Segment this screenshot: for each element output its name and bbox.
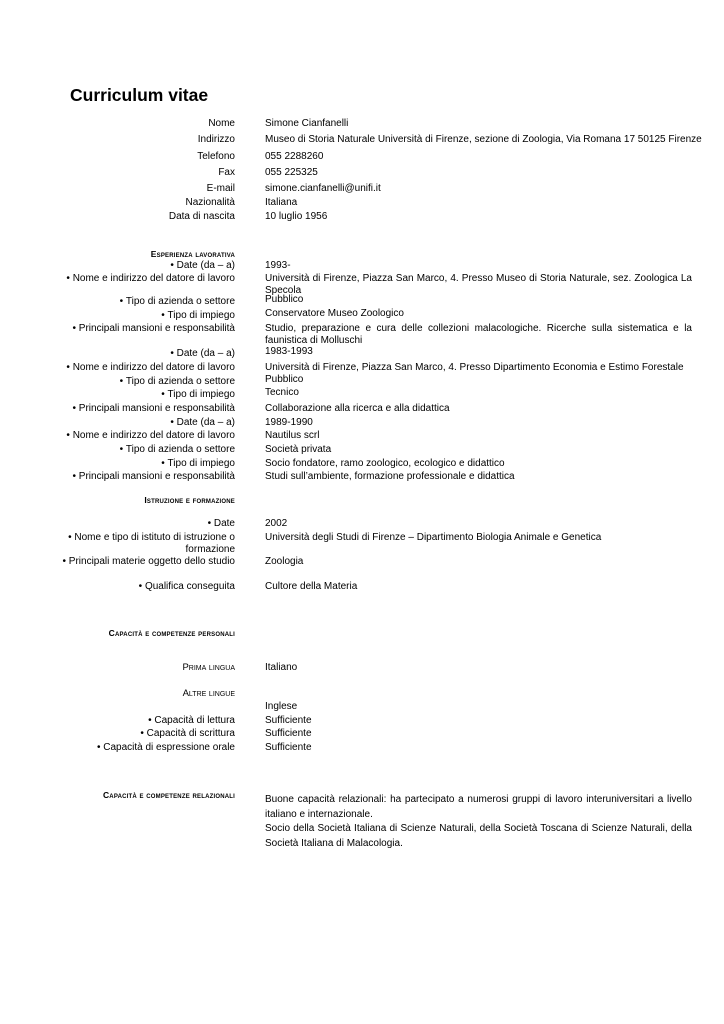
field-label: • Capacità di espressione orale [60, 742, 235, 754]
field-value: Conservatore Museo Zoologico [265, 308, 404, 319]
paragraph-text: Socio della Società Italiana di Scienze Naturali, della Società Toscana di Scienze Naturali, della Società Italiana di Malacologia. [265, 823, 692, 849]
field-label: • Tipo di azienda o settore [60, 444, 235, 456]
field-value: Simone Cianfanelli [265, 118, 349, 129]
section-heading-relational: Capacità e competenze relazionali [102, 790, 235, 800]
field-value: Italiano [265, 662, 298, 673]
field-label: • Date (da – a) [60, 348, 235, 360]
field-label: • Nome e indirizzo del datore di lavoro [35, 362, 235, 374]
field-label: E-mail [206, 183, 235, 194]
field-label: • Tipo di azienda o settore [60, 296, 235, 308]
field-value: Socio fondatore, ramo zoologico, ecologico e didattico [265, 458, 505, 469]
field-label: • Date (da – a) [60, 260, 235, 272]
section-heading-experience: Esperienza lavorativa [150, 249, 235, 259]
field-value: 1993- [265, 260, 291, 271]
field-label: • Capacità di lettura [60, 715, 235, 727]
field-label: • Tipo di azienda o settore [60, 376, 235, 388]
field-value: 2002 [265, 518, 288, 529]
email-link[interactable]: simone.cianfanelli@unifi.it [265, 183, 381, 194]
paragraph-text: Buone capacità relazionali: ha partecipato a numerosi gruppi di lavoro interuniversitari a livello italiano e internazionale. [265, 794, 692, 820]
field-value: Collaborazione alla ricerca e alla didattica [265, 403, 450, 414]
section-heading-skills: Capacità e competenze personali [108, 628, 235, 638]
field-value: Nautilus scrl [265, 430, 320, 441]
field-value: 1989-1990 [265, 417, 313, 428]
field-label: Altre lingue [182, 688, 235, 699]
field-label: • Date (da – a) [60, 417, 235, 429]
field-label: • Nome e tipo di istituto di istruzione o formazione [60, 532, 235, 555]
field-label: Telefono [197, 151, 235, 162]
field-label: Data di nascita [168, 211, 235, 222]
field-value: 1983-1993 [265, 346, 313, 357]
field-label: • Tipo di impiego [60, 310, 235, 322]
field-value: Pubblico [265, 294, 304, 305]
field-value: 10 luglio 1956 [265, 211, 328, 222]
field-value: Tecnico [265, 387, 299, 398]
section-heading-education: Istruzione e formazione [144, 495, 235, 505]
field-value: Università di Firenze, Piazza San Marco, 4. Presso Museo di Storia Naturale, sez. Zoologica La Specola [265, 273, 692, 296]
field-value: Studio, preparazione e cura delle collezioni malacologiche. Ricerche sulla sistematica e la faunistica di Molluschi [265, 323, 692, 346]
field-label: • Principali mansioni e responsabilità [35, 471, 235, 483]
field-label: Prima lingua [182, 662, 235, 673]
field-value: 055 2288260 [265, 151, 324, 162]
field-value: Sufficiente [265, 728, 312, 739]
field-label: • Nome e indirizzo del datore di lavoro [35, 273, 235, 285]
field-label: • Capacità di scrittura [60, 728, 235, 740]
field-label: Indirizzo [197, 134, 235, 145]
field-label: Nome [208, 118, 235, 129]
field-label: • Date [60, 518, 235, 530]
field-value: Università degli Studi di Firenze – Dipartimento Biologia Animale e Genetica [265, 532, 602, 543]
field-value: Sufficiente [265, 742, 312, 753]
field-value: 055 225325 [265, 167, 318, 178]
field-label: • Principali materie oggetto dello studio [60, 556, 235, 568]
field-value: Zoologia [265, 556, 304, 567]
field-value: Università di Firenze, Piazza San Marco, 4. Presso Dipartimento Economia e Estimo Forestale [265, 362, 684, 373]
field-label: • Qualifica conseguita [60, 581, 235, 593]
field-label: Nazionalità [185, 197, 235, 208]
field-value: Museo di Storia Naturale Università di Firenze, sezione di Zoologia, Via Romana 17 50125 Firenze [265, 134, 702, 145]
field-label: • Tipo di impiego [60, 458, 235, 470]
field-value: Studi sull’ambiente, formazione professionale e didattica [265, 471, 515, 482]
field-value: Pubblico [265, 374, 304, 385]
field-label: • Principali mansioni e responsabilità [35, 403, 235, 415]
field-label: • Principali mansioni e responsabilità [35, 323, 235, 335]
field-value: Cultore della Materia [265, 581, 358, 592]
field-label: • Tipo di impiego [60, 389, 235, 401]
field-value: Società privata [265, 444, 332, 455]
field-value: Italiana [265, 197, 298, 208]
field-value: Sufficiente [265, 715, 312, 726]
page-title: Curriculum vitae [70, 85, 209, 105]
field-value: Inglese [265, 701, 298, 712]
field-label: Fax [218, 167, 235, 178]
field-label: • Nome e indirizzo del datore di lavoro [35, 430, 235, 442]
